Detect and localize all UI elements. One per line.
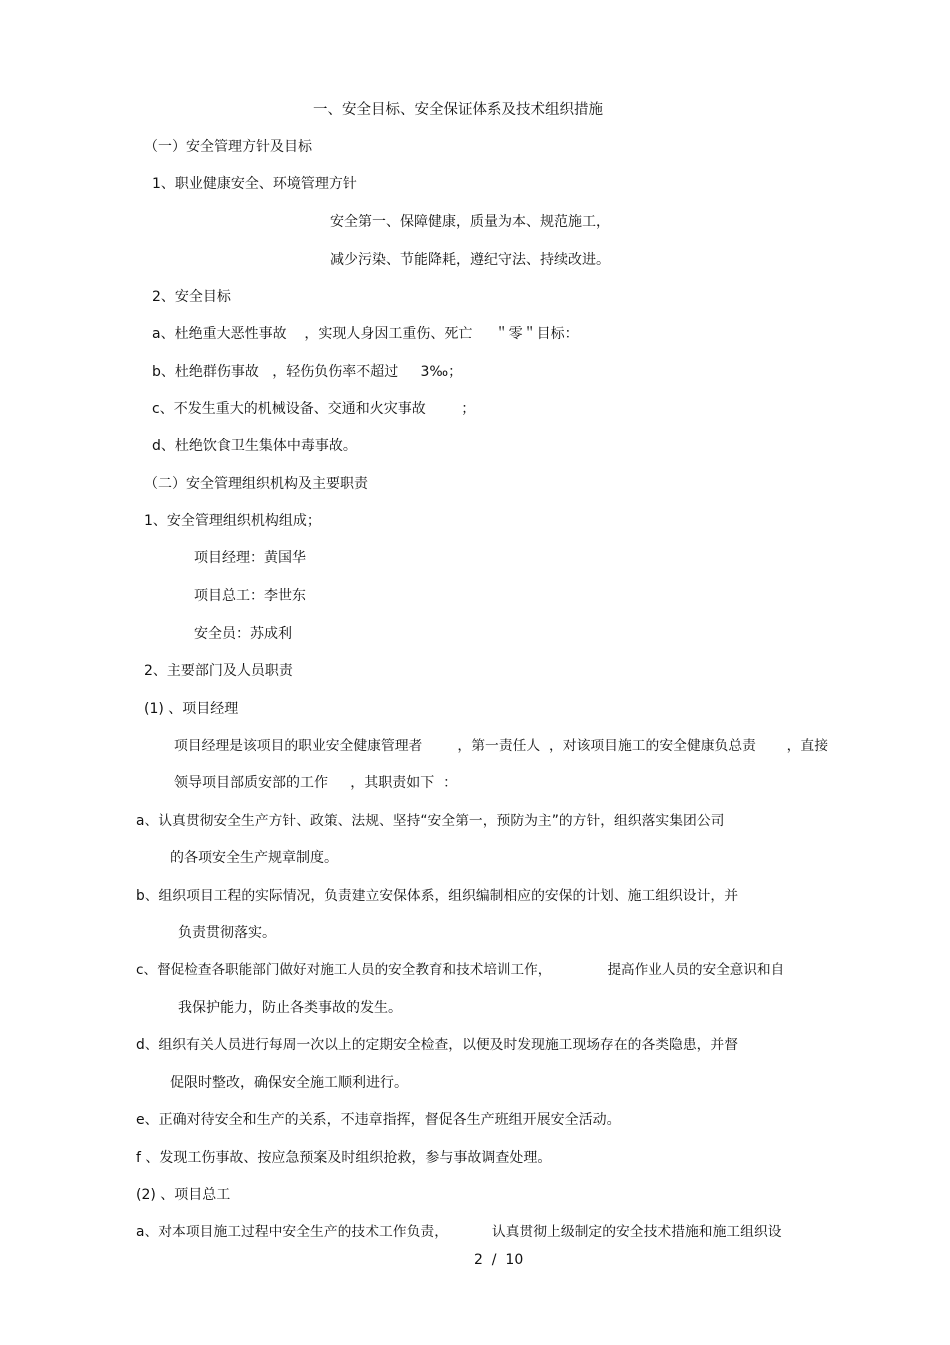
staff-entry: 项目总工：李世东 xyxy=(194,588,306,604)
role-heading: (1) 、项目经理 xyxy=(144,701,239,717)
policy-line: 减少污染、节能降耗，遵纪守法、持续改进。 xyxy=(330,252,610,268)
list-item-continuation: 促限时整改，确保安全施工顺利进行。 xyxy=(170,1075,408,1091)
paragraph-line: 领导项目部质安部的工作 ，其职责如下 ： xyxy=(174,775,458,791)
list-item-continuation: 我保护能力，防止各类事故的发生。 xyxy=(178,1000,402,1016)
list-item-continuation: 的各项安全生产规章制度。 xyxy=(170,850,338,866)
staff-entry: 安全员：苏成利 xyxy=(194,626,292,642)
list-item: c、不发生重大的机械设备、交通和火灾事故 ； xyxy=(152,401,476,417)
list-item: b、杜绝群伤事故 ，轻伤负伤率不超过 3‰； xyxy=(152,364,463,380)
list-item-continuation: 负责贯彻落实。 xyxy=(178,925,276,941)
policy-line: 安全第一、保障健康，质量为本、规范施工， xyxy=(330,214,610,230)
list-item: f 、发现工伤事故、按应急预案及时组织抢救，参与事故调查处理。 xyxy=(136,1150,552,1166)
list-item: e、正确对待安全和生产的关系，不违章指挥，督促各生产班组开展安全活动。 xyxy=(136,1112,621,1128)
list-item: a、对本项目施工过程中安全生产的技术工作负责， 认真贯彻上级制定的安全技术措施和施工组织设 xyxy=(136,1224,782,1240)
subsection-heading: 2、主要部门及人员职责 xyxy=(144,663,293,679)
list-item: d、组织有关人员进行每周一次以上的定期安全检查，以便及时发现施工现场存在的各类隐患，并督 xyxy=(136,1037,739,1053)
list-item: b、组织项目工程的实际情况，负责建立安保体系，组织编制相应的安保的计划、施工组织设计，并 xyxy=(136,888,739,904)
page-number: 2 / 10 xyxy=(474,1252,524,1268)
list-item: d、杜绝饮食卫生集体中毒事故。 xyxy=(152,438,357,454)
subsection-heading: 2、安全目标 xyxy=(152,289,231,305)
staff-entry: 项目经理：黄国华 xyxy=(194,550,306,566)
list-item: c、督促检查各职能部门做好对施工人员的安全教育和技术培训工作， 提高作业人员的安全意识和自 xyxy=(136,962,785,978)
section-heading-2: （二）安全管理组织机构及主要职责 xyxy=(144,476,368,492)
section-heading-1: （一）安全管理方针及目标 xyxy=(144,139,312,155)
subsection-heading: 1、职业健康安全、环境管理方针 xyxy=(152,176,357,192)
document-title: 一、安全目标、安全保证体系及技术组织措施 xyxy=(313,102,603,118)
paragraph-line: 项目经理是该项目的职业安全健康管理者 ，第一责任人 ，对该项目施工的安全健康负总责 ，直接 xyxy=(174,738,829,754)
subsection-heading: 1、安全管理组织机构组成； xyxy=(144,513,321,529)
list-item: a、杜绝重大恶性事故 ，实现人身因工重伤、死亡 ＂零＂目标： xyxy=(152,326,579,342)
list-item: a、认真贯彻安全生产方针、政策、法规、坚持“安全第一，预防为主”的方针，组织落实集团公司 xyxy=(136,813,725,829)
role-heading: (2) 、项目总工 xyxy=(136,1187,231,1203)
